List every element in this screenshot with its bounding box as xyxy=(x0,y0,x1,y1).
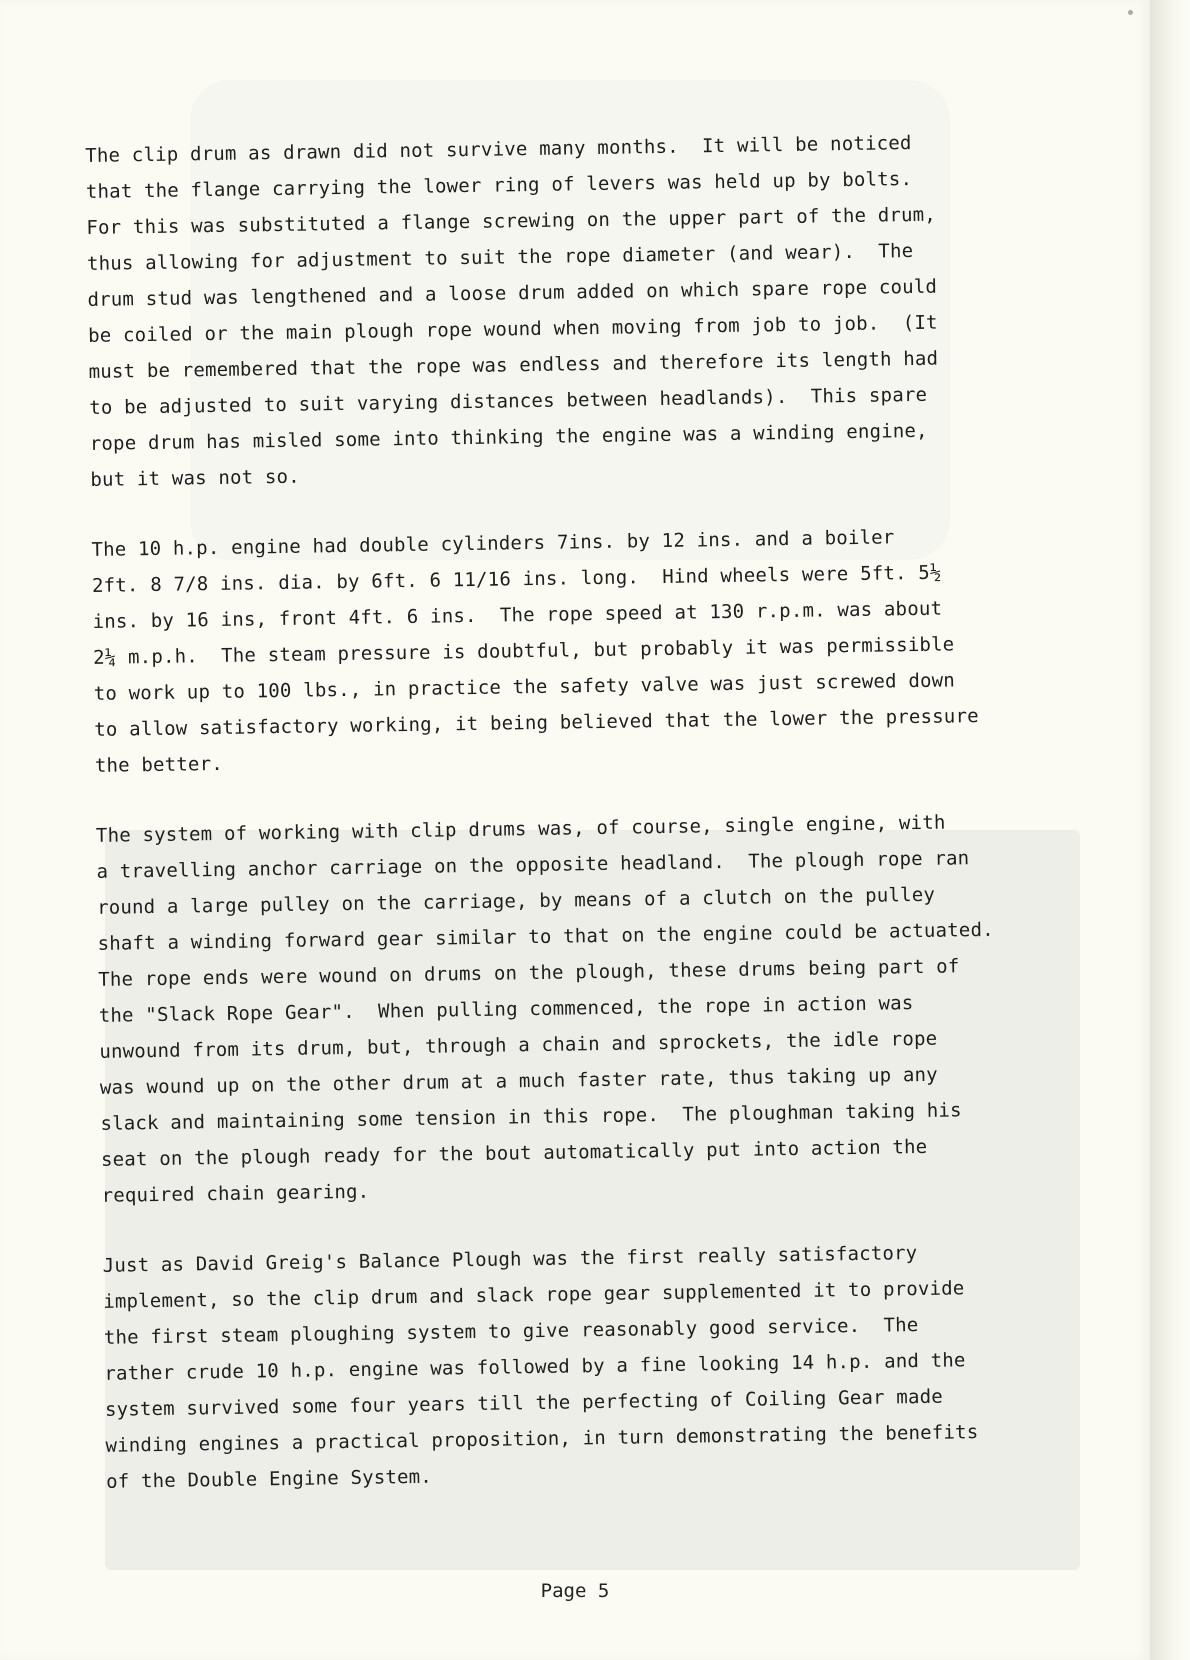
text-line: the first steam ploughing system to give reasonably good service. The xyxy=(103,1314,919,1349)
text-line: required chain gearing. xyxy=(101,1180,370,1207)
text-line: slack and maintaining some tension in this rope. The ploughman taking his xyxy=(100,1099,962,1135)
text-line: ins. by 16 ins, front 4ft. 6 ins. The rope speed at 130 r.p.m. was about xyxy=(92,597,943,633)
text-line: Just as David Greig's Balance Plough was the first really satisfactory xyxy=(102,1242,918,1277)
text-line: The rope ends were wound on drums on the plough, these drums being part of xyxy=(98,955,960,991)
text-line: that the flange carrying the lower ring of levers was held up by bolts. xyxy=(85,168,913,203)
text-line: but it was not so. xyxy=(90,465,301,491)
text-line: the better. xyxy=(94,752,224,777)
page-number: Page 5 xyxy=(540,1580,610,1602)
text-line: winding engines a practical proposition, in turn demonstrating the benefits xyxy=(105,1421,979,1457)
text-line: The 10 h.p. engine had double cylinders 7ins. by 12 ins. and a boiler xyxy=(91,526,895,561)
corner-mark xyxy=(1128,10,1133,15)
text-line: For this was substituted a flange screwing on the upper part of the drum, xyxy=(86,203,937,239)
text-line: to be adjusted to suit varying distances between headlands). This spare xyxy=(89,383,928,419)
text-line: unwound from its drum, but, through a chain and sprockets, the idle rope xyxy=(99,1027,938,1063)
text-line: of the Double Engine System. xyxy=(105,1465,433,1493)
text-line: seat on the plough ready for the bout automatically put into action the xyxy=(100,1135,928,1171)
text-line: rope drum has misled some into thinking the engine was a winding engine, xyxy=(89,419,928,455)
paragraph xyxy=(96,803,1077,1214)
body-text xyxy=(85,123,1081,1500)
text-line: to allow satisfactory working, it being believed that the lower the pressure xyxy=(94,705,979,741)
text-line: thus allowing for adjustment to suit the rope diameter (and wear). The xyxy=(86,240,914,275)
page-edge xyxy=(1150,0,1190,1660)
text-line: shaft a winding forward gear similar to that on the engine could be actuated. xyxy=(97,918,994,955)
paragraph xyxy=(85,123,1066,498)
paragraph xyxy=(91,517,1070,784)
text-line: The system of working with clip drums was, of course, single engine, with xyxy=(95,811,946,847)
paragraph xyxy=(102,1233,1081,1500)
text-line: be coiled or the main plough rope wound when moving from job to job. (It xyxy=(87,311,938,347)
text-line: must be remembered that the rope was endless and therefore its length had xyxy=(88,347,939,383)
text-line: drum stud was lengthened and a loose drum added on which spare rope could xyxy=(87,275,938,311)
text-line: was wound up on the other drum at a much faster rate, thus taking up any xyxy=(99,1063,939,1099)
text-line: rather crude 10 h.p. engine was followed by a fine looking 14 h.p. and the xyxy=(104,1349,966,1385)
text-line: system survived some four years till the perfecting of Coiling Gear made xyxy=(104,1385,944,1421)
text-line: to work up to 100 lbs., in practice the safety valve was just screwed down xyxy=(93,669,956,705)
text-line: The clip drum as drawn did not survive many months. It will be noticed xyxy=(85,132,912,167)
text-line: 2¼ m.p.h. The steam pressure is doubtful, but probably it was permissible xyxy=(92,633,955,669)
text-line: implement, so the clip drum and slack rope gear supplemented it to provide xyxy=(103,1277,965,1313)
text-line: round a large pulley on the carriage, by means of a clutch on the pulley xyxy=(96,883,936,919)
text-line: 2ft. 8 7/8 ins. dia. by 6ft. 6 11/16 ins. long. Hind wheels were 5ft. 5½ xyxy=(91,561,942,597)
text-line: a travelling anchor carriage on the opposite headland. The plough rope ran xyxy=(96,847,970,883)
text-line: the "Slack Rope Gear". When pulling commenced, the rope in action was xyxy=(98,992,914,1027)
